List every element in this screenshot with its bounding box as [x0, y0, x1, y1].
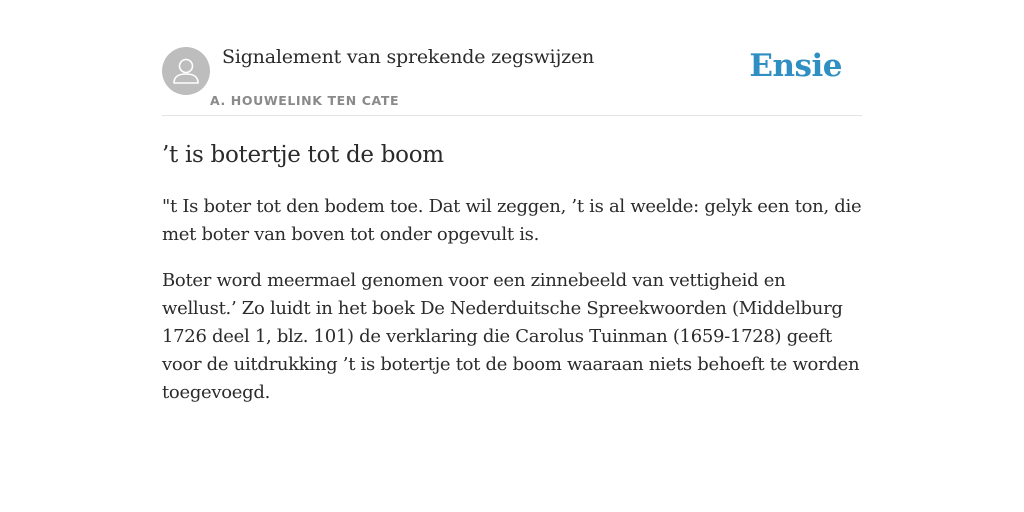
book-title[interactable]: Signalement van sprekende zegswijzen — [222, 46, 595, 68]
ensie-logo[interactable]: Ensie — [749, 48, 842, 84]
entry-header — [162, 40, 862, 116]
user-silhouette-icon — [162, 47, 210, 95]
entry-title: ’t is botertje tot de boom — [162, 142, 444, 168]
avatar[interactable] — [162, 47, 210, 95]
entry-paragraph-1: "t Is boter tot den bodem toe. Dat wil zeggen, ’t is al weelde: gelyk een ton, die met boter van boven tot onder opgevult is. — [162, 196, 862, 245]
entry-paragraph-2: Boter word meermael genomen voor een zinnebeeld van vettigheid en wellust.’ Zo luidt in het boek De Nederduitsche Spreekwoorden (Middelburg 1726 deel 1, blz. 101) de verklaring die Carolus Tuinman (1659-1728) geeft voor de uitdrukking ’t is botertje tot de boom waaraan niets behoeft te worden toegevoegd. — [162, 270, 860, 403]
entry-card — [162, 40, 862, 407]
author-name[interactable]: A. HOUWELINK TEN CATE — [210, 93, 400, 108]
